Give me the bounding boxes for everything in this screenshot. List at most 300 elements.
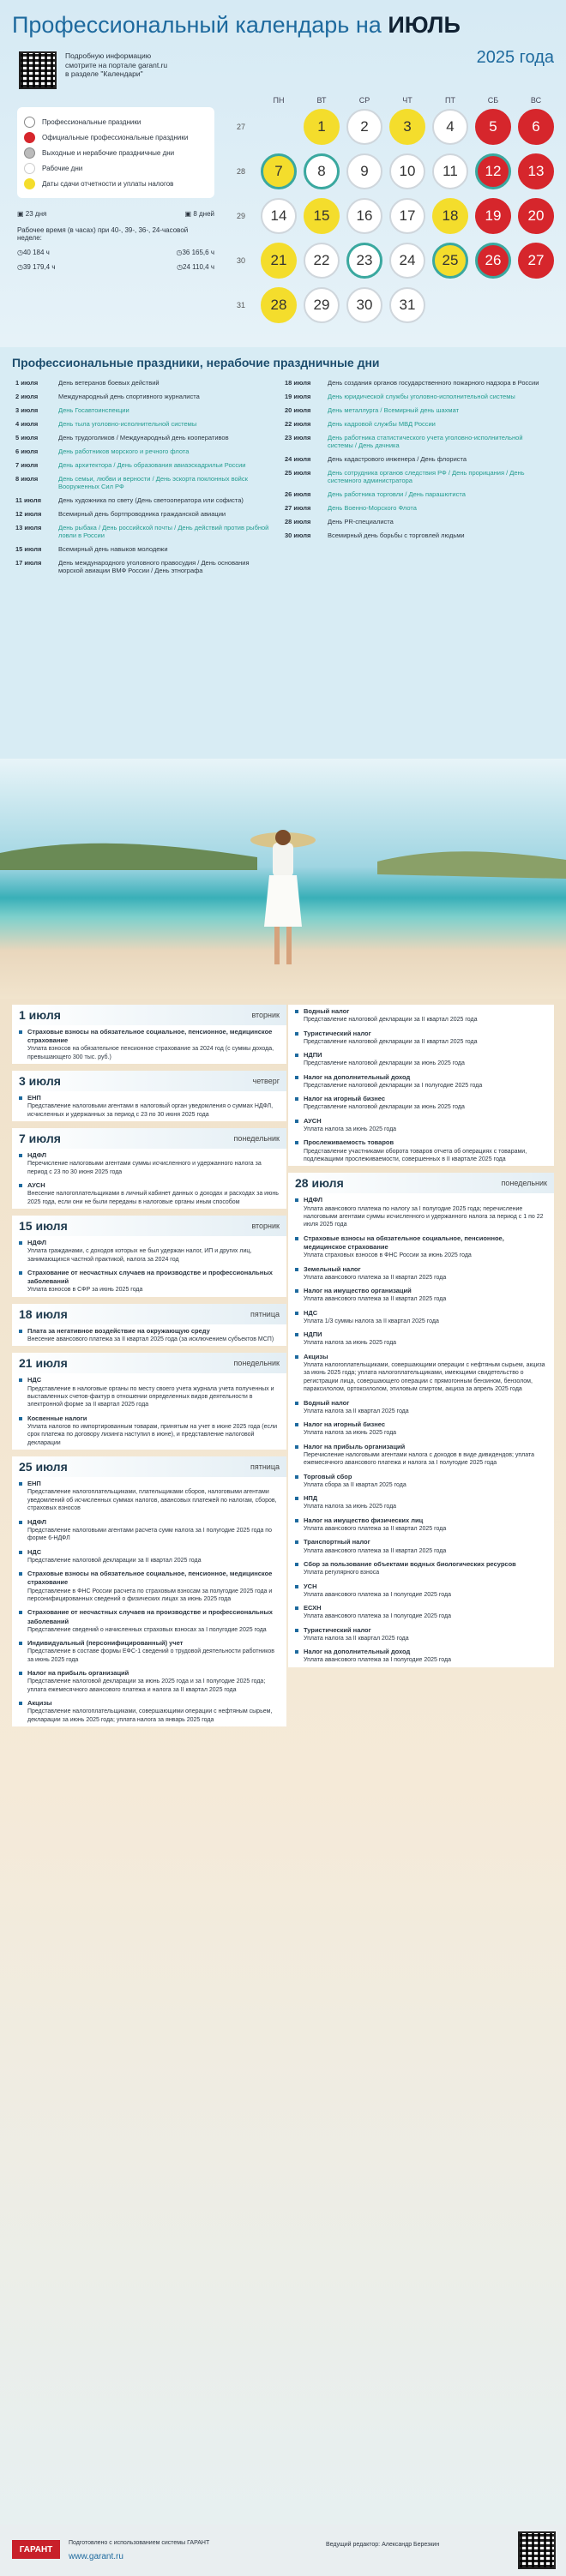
- qr-code-icon[interactable]: [19, 51, 57, 89]
- weekday-label: ЧТ: [402, 96, 412, 105]
- deadline-item: [12, 1236, 286, 1266]
- deadline-item-title: НПД: [304, 1494, 318, 1503]
- deadline-item-text: Уплата регулярного взноса: [304, 1570, 380, 1576]
- hours-39: ◷39 179,4 ч: [17, 263, 56, 271]
- deadline-item-title: Водный налог: [304, 1398, 350, 1407]
- calendar-day[interactable]: 13: [518, 153, 554, 189]
- calendar-empty-cell: [432, 287, 468, 323]
- deadline-date: 25 июля: [19, 1460, 68, 1474]
- calendar-day[interactable]: 30: [346, 287, 382, 323]
- deadline-item-title: ЕНП: [27, 1094, 41, 1102]
- deadline-item-title: Страховые взносы на обязательное социальное, пенсионное, медицинское страхование: [27, 1028, 273, 1045]
- deadline-item-title: Налог на имущество физических лиц: [304, 1516, 424, 1524]
- calendar-day[interactable]: 17: [389, 198, 425, 234]
- weekday-header: [257, 96, 561, 105]
- deadline-item-title: Сбор за пользование объектами водных биологических ресурсов: [304, 1560, 516, 1568]
- deadline-item: [288, 1514, 554, 1536]
- holiday-name: День металлурга / Всемирный день шахмат: [328, 406, 460, 414]
- deadline-item-title: Водный налог: [304, 1007, 350, 1015]
- calendar-day[interactable]: 12: [475, 153, 511, 189]
- calendar-day[interactable]: 28: [261, 287, 297, 323]
- deadline-item-title: Акцизы: [304, 1352, 328, 1360]
- deadline-item-text: Уплата авансового платежа по налогу за I полугодие 2025 года; перечисление налоговыми агентами суммы исчисленного и удержанного налога за период с 1 по 22 июля 2025 года: [304, 1205, 544, 1228]
- deadline-weekday: понедельник: [501, 1179, 547, 1188]
- deadline-item-title: Налог на имущество организаций: [304, 1287, 412, 1295]
- holiday-name: День работников морского и речного флота: [58, 447, 190, 455]
- calendar-day[interactable]: 10: [389, 153, 425, 189]
- deadline-item-title: НДС: [304, 1308, 318, 1317]
- holiday-name: День создания органов государственного пожарного надзора в России: [328, 379, 539, 387]
- deadline-item: [288, 1624, 554, 1646]
- deadline-item: [12, 1546, 286, 1568]
- deadline-item-text: Представление в ФНС России расчета по страховым взносам за полугодие 2025 года и персонифицированных сведений о физических лицах за июнь 2025 года: [27, 1588, 273, 1602]
- deadline-block: [12, 1304, 286, 1347]
- deadline-item-title: НДПИ: [304, 1051, 322, 1060]
- footer-text: Подготовлено с использованием системы ГАРАНТ: [69, 2540, 210, 2546]
- week-number: 29: [236, 212, 245, 220]
- holiday-name: День тыла уголовно-исполнительной системы: [58, 420, 197, 428]
- hours-title: Рабочее время (в часах) при 40-, 39-, 36-, 24-часовой неделе:: [17, 226, 189, 242]
- deadline-item-text: Уплата налогоплательщиками, совершающими операции с нефтяным сырьем, акциза за июнь 2025 года; уплата налогоплательщиками, имеющими свидетельство о регистрации лица, совершающего операции с прямогонным бензином, бензолом, параксилолом, ортоксилолом, этиловым спиртом, акциза за апрель 2025 года: [304, 1361, 545, 1393]
- legend-item: Официальные профессиональные праздники: [24, 129, 208, 145]
- deadlines-right-column: [288, 1005, 554, 1674]
- deadline-item-text: Уплата авансового платежа за I полугодие 2025 года: [304, 1591, 451, 1598]
- holiday-row: [285, 379, 542, 387]
- hours-36: ◷36 165,6 ч: [176, 249, 214, 256]
- holiday-date: 1 июля: [15, 379, 39, 387]
- deadline-item-title: Акцизы: [27, 1699, 52, 1708]
- deadline-item-text: Представление налоговыми агентами расчета сумм налога за I полугодие 2025 года по форме 6-НДФЛ: [27, 1527, 272, 1542]
- holiday-name: День кадровой службы МВД России: [328, 420, 436, 428]
- holiday-row: [15, 496, 273, 504]
- deadline-item: [288, 1136, 554, 1166]
- deadline-item-title: Налог на дополнительный доход: [304, 1072, 411, 1081]
- deadline-item: [288, 1328, 554, 1350]
- calendar-day[interactable]: 18: [432, 198, 468, 234]
- calendar-day[interactable]: 26: [475, 243, 511, 279]
- beach-illustration: [0, 759, 566, 999]
- holiday-row: [15, 475, 273, 490]
- legend-item: Рабочие дни: [24, 160, 208, 176]
- calendar-day[interactable]: 24: [389, 243, 425, 279]
- calendar-day[interactable]: 15: [304, 198, 340, 234]
- holiday-date: 3 июля: [15, 406, 39, 414]
- deadline-date-header: [12, 1216, 286, 1236]
- deadline-item: [288, 1440, 554, 1470]
- hours-40: ◷40 184 ч: [17, 249, 50, 256]
- holiday-name: День семьи, любви и верности / День эскорта поклонных войск Вооруженных Сил РФ: [58, 475, 248, 490]
- gray-circle-icon: [24, 147, 35, 159]
- deadline-block: [12, 1005, 286, 1064]
- holiday-name: День трудоголиков / Международный день кооперативов: [58, 434, 229, 441]
- deadline-item-text: Уплата налогов по импортированным товарам, принятым на учет в июне 2025 года (если срок платежа по договору лизинга наступил в июне), и представление налоговой декларации: [27, 1423, 277, 1446]
- deadline-item-text: Внесение налогоплательщиками в личный кабинет данных о доходах и расходах за июнь 2025 года, если они не были переданы в налоговые органы иным способом: [27, 1191, 279, 1205]
- deadline-weekday: вторник: [251, 1011, 280, 1019]
- deadline-item: [288, 1092, 554, 1114]
- holidays-right-list: [285, 379, 542, 545]
- calendar-day[interactable]: 5: [475, 109, 511, 145]
- holiday-name: День художника по свету (День светооператора или софиста): [58, 496, 244, 504]
- deadline-item-text: Уплата взносов в СФР за июнь 2025 года: [27, 1287, 143, 1294]
- holiday-date: 4 июля: [15, 420, 39, 428]
- deadline-item: [288, 1396, 554, 1419]
- deadline-item-title: НДФЛ: [27, 1239, 47, 1247]
- deadline-item-text: Представление налоговой декларации за II квартал 2025 года: [27, 1557, 202, 1564]
- deadline-item-title: Прослеживаемость товаров: [304, 1138, 394, 1147]
- deadline-item-title: Плата за негативное воздействие на окружающую среду: [27, 1326, 210, 1335]
- yellow-circle-icon: [24, 178, 35, 189]
- holiday-row: [15, 393, 273, 400]
- deadline-item-title: Страховые взносы на обязательное социальное, пенсионное, медицинское страхование: [27, 1570, 273, 1587]
- calendar-day[interactable]: 20: [518, 198, 554, 234]
- deadline-weekday: четверг: [252, 1077, 280, 1086]
- holiday-name: Международный день спортивного журналиста: [58, 393, 200, 400]
- deadline-item: [288, 1492, 554, 1514]
- calendar-day[interactable]: 8: [304, 153, 340, 189]
- holiday-date: 7 июля: [15, 461, 39, 469]
- holiday-date: 23 июля: [285, 434, 311, 441]
- weekday-label: ВТ: [316, 96, 327, 105]
- deadline-item: [288, 1645, 554, 1667]
- legend: [17, 107, 214, 198]
- calendar-day[interactable]: 14: [261, 198, 297, 234]
- holiday-date: 6 июля: [15, 447, 39, 455]
- holiday-row: [15, 524, 273, 539]
- deadline-item-title: Налог на дополнительный доход: [304, 1648, 411, 1656]
- deadline-date-header: [12, 1005, 286, 1025]
- deadline-weekday: вторник: [251, 1222, 280, 1231]
- holiday-date: 12 июля: [15, 510, 42, 518]
- calendar-day[interactable]: 6: [518, 109, 554, 145]
- calendar-day[interactable]: 7: [261, 153, 297, 189]
- deadline-item-text: Уплата авансового платежа за I полугодие 2025 года: [304, 1657, 451, 1664]
- deadline-item-text: Уплата взносов на обязательное пенсионное страхование за 2024 год (с суммы дохода, превышающего 300 тыс. руб.): [27, 1046, 274, 1060]
- holiday-row: [15, 545, 273, 553]
- deadline-item-text: Представление налоговой декларации за II квартал 2025 года: [304, 1038, 478, 1045]
- deadline-item: [288, 1580, 554, 1602]
- garant-logo[interactable]: ГАРАНТ: [12, 2540, 60, 2559]
- deadline-weekday: понедельник: [233, 1134, 280, 1144]
- holidays-title: Профессиональные праздники, нерабочие праздничные дни: [12, 356, 380, 369]
- deadline-item-title: Страховые взносы на обязательное социальное, пенсионное, медицинское страхование: [304, 1234, 504, 1251]
- deadline-item: [288, 1284, 554, 1306]
- deadline-item-text: Представление налоговой декларации за июнь 2025 года: [304, 1104, 465, 1111]
- deadline-item: [288, 1350, 554, 1396]
- holiday-date: 18 июля: [285, 379, 311, 387]
- calendar-week: [225, 149, 561, 194]
- holiday-row: [15, 510, 273, 518]
- holiday-name: День ветеранов боевых действий: [58, 379, 160, 387]
- deadline-item-title: Страхование от несчастных случаев на производстве и профессиональных заболеваний: [27, 1269, 273, 1286]
- deadline-date-header: [12, 1353, 286, 1373]
- holiday-date: 8 июля: [15, 475, 39, 483]
- off-days: ▣ 8 дней: [184, 210, 214, 218]
- holiday-date: 19 июля: [285, 393, 311, 400]
- calendar-day[interactable]: 21: [261, 243, 297, 279]
- deadline-item: [288, 1071, 554, 1093]
- outline-circle-icon: [24, 117, 35, 128]
- deadline-item-title: Торговый сбор: [304, 1472, 352, 1480]
- deadline-item-title: АУСН: [27, 1181, 45, 1190]
- weekday-label: СБ: [487, 96, 499, 105]
- beach-photo: [0, 759, 566, 999]
- deadline-block: [12, 1071, 286, 1121]
- holiday-date: 5 июля: [15, 434, 39, 441]
- holiday-date: 15 июля: [15, 545, 42, 553]
- holiday-name: Всемирный день навыков молодежи: [58, 545, 168, 553]
- holiday-date: 11 июля: [15, 496, 41, 504]
- deadline-item-title: НДФЛ: [27, 1517, 47, 1526]
- deadline-item: [12, 1516, 286, 1546]
- deadline-item-text: Уплата налога за II квартал 2025 года: [304, 1635, 409, 1642]
- holiday-name: День Госавтоинспекции: [58, 406, 129, 414]
- legend-item: Выходные и нерабочие праздничные дни: [24, 145, 208, 160]
- holiday-date: 2 июля: [15, 393, 39, 400]
- holiday-row: [285, 531, 542, 539]
- holiday-row: [285, 469, 542, 484]
- deadline-item-text: Уплата налога за июнь 2025 года: [304, 1430, 397, 1437]
- deadline-item: [288, 1535, 554, 1558]
- calendar-day[interactable]: 27: [518, 243, 554, 279]
- calendar-day[interactable]: 19: [475, 198, 511, 234]
- deadline-item: [288, 1418, 554, 1440]
- calendar-day[interactable]: 9: [346, 153, 382, 189]
- calendar-day[interactable]: 2: [346, 109, 382, 145]
- weekday-label: СР: [358, 96, 370, 105]
- editor-credit: Ведущий редактор: Александр Березкин: [326, 2542, 440, 2548]
- holiday-name: Всемирный день борьбы с торговлей людьми: [328, 531, 465, 539]
- deadline-item-text: Представление участниками оборота товаров отчета об операциях с товарами, подлежащими прослеживаемости, совершенных в II квартале 2025 года: [304, 1148, 527, 1162]
- deadline-item: [12, 1091, 286, 1121]
- deadline-item-title: Косвенные налоги: [27, 1414, 87, 1422]
- deadline-item-text: Уплата страховых взносов в ФНС России за июнь 2025 года: [304, 1252, 472, 1259]
- calendar-day[interactable]: 16: [346, 198, 382, 234]
- header-section: [0, 0, 566, 347]
- deadline-date-header: [12, 1304, 286, 1324]
- legend-item: Профессиональные праздники: [24, 114, 208, 129]
- deadline-item: [12, 1696, 286, 1726]
- calendar-day[interactable]: 23: [346, 243, 382, 279]
- calendar-empty-cell: [475, 287, 511, 323]
- deadline-item-text: Уплата налога за июнь 2025 года: [304, 1126, 397, 1132]
- deadline-item-title: ЕНП: [27, 1480, 41, 1488]
- calendar-day[interactable]: 22: [304, 243, 340, 279]
- week-number: 30: [236, 256, 245, 265]
- page-year: 2025 года: [476, 48, 554, 67]
- holiday-name: День архитектора / День образования авиаэскадрильи России: [58, 461, 246, 469]
- deadline-item: [12, 1666, 286, 1696]
- deadline-item-title: Земельный налог: [304, 1264, 361, 1273]
- deadline-item-text: Представление налоговой декларации за I полугодие 2025 года: [304, 1082, 483, 1089]
- calendar-empty-cell: [261, 109, 297, 145]
- deadline-item-text: Уплата авансового платежа за I полугодие 2025 года: [304, 1613, 451, 1620]
- deadline-date: 15 июля: [19, 1219, 68, 1234]
- deadline-item: [288, 1306, 554, 1329]
- calendar-day[interactable]: 25: [432, 243, 468, 279]
- deadline-item-text: Уплата налога за июнь 2025 года: [304, 1340, 397, 1347]
- deadline-item-text: Уплата авансового платежа за II квартал 2025 года: [304, 1526, 447, 1532]
- deadline-item-text: Представление налогоплательщиками, совершающими операции с нефтяным сырьем, декларации за июнь 2025 года; уплата налога за январь 2025 года: [27, 1708, 273, 1723]
- deadline-item-text: Уплата авансового платежа за II квартал 2025 года: [304, 1296, 447, 1303]
- deadline-item-text: Уплата сбора за II квартал 2025 года: [304, 1481, 406, 1488]
- calendar-day[interactable]: 4: [432, 109, 468, 145]
- holiday-date: 20 июля: [285, 406, 311, 414]
- deadline-date: 1 июля: [19, 1008, 61, 1022]
- weekday-label: ВС: [530, 96, 542, 105]
- holiday-date: 27 июля: [285, 504, 311, 512]
- deadline-item-text: Внесение авансового платежа за II квартал 2025 года (за исключением субъектов МСП): [27, 1336, 274, 1342]
- deadline-item-text: Представление налогоплательщиками, плательщиками сборов, налоговыми агентами уведомлений об исчисленных суммах налогов, авансовых платежей по налогам, сборов, страховых взносов: [27, 1489, 277, 1512]
- deadline-weekday: пятница: [250, 1462, 280, 1472]
- deadline-date-header: [288, 1173, 554, 1193]
- calendar-day[interactable]: 1: [304, 109, 340, 145]
- work-stats: [17, 210, 214, 271]
- week-number: 31: [236, 301, 245, 309]
- deadline-item: [288, 1470, 554, 1492]
- deadline-item-text: Представление в составе формы ЕФС-1 сведений о трудовой деятельности работников за июнь 2025 года: [27, 1648, 274, 1663]
- deadline-item-title: Налог на игорный бизнес: [304, 1095, 385, 1103]
- month-calendar: [225, 96, 561, 327]
- deadline-date: 21 июля: [19, 1356, 68, 1371]
- deadline-item: [288, 1048, 554, 1071]
- deadline-item-title: НДФЛ: [304, 1196, 323, 1204]
- calendar-week: [225, 238, 561, 283]
- deadline-item-title: Транспортный налог: [304, 1538, 370, 1546]
- work-days: ▣ 23 дня: [17, 210, 47, 218]
- deadline-item: [288, 1193, 554, 1231]
- deadline-item-text: Представление сведений о начисленных страховых взносах за I полугодие 2025 года: [27, 1626, 267, 1633]
- calendar-week: [225, 194, 561, 238]
- deadline-item-title: АУСН: [304, 1116, 322, 1125]
- holiday-name: День сотрудника органов следствия РФ / День прорицания / День системного администратора: [328, 469, 525, 484]
- calendar-day[interactable]: 11: [432, 153, 468, 189]
- deadline-date-header: [12, 1456, 286, 1477]
- deadline-item-text: Представление налоговой декларации за июнь 2025 года и за I полугодие 2025 года; уплата ежемесячного авансового платежа и налога за II квартал 2025 года: [27, 1678, 266, 1693]
- holiday-name: День PR-специалиста: [328, 518, 394, 525]
- page-title: Профессиональный календарь на ИЮЛЬ: [12, 12, 461, 38]
- deadline-item-text: Уплата авансового платежа за II квартал 2025 года: [304, 1274, 447, 1281]
- holiday-row: [285, 490, 542, 498]
- calendar-empty-cell: [518, 287, 554, 323]
- weekday-label: ПТ: [445, 96, 455, 105]
- holiday-row: [285, 504, 542, 512]
- deadline-item: [12, 1636, 286, 1666]
- deadline-item: [288, 1601, 554, 1624]
- deadline-item-text: Уплата гражданами, с доходов которых не был удержан налог, ИП и других лиц, занимающихся частной практикой, налога за 2024 год: [27, 1248, 252, 1263]
- holiday-row: [15, 447, 273, 455]
- deadline-item: [12, 1477, 286, 1515]
- holiday-row: [285, 518, 542, 525]
- deadline-item-title: НДПИ: [304, 1330, 322, 1339]
- deadline-block: [12, 1216, 286, 1297]
- weekday-label: ПН: [273, 96, 285, 105]
- deadline-item: [288, 1263, 554, 1285]
- deadline-date: 18 июля: [19, 1306, 68, 1321]
- holiday-name: День кадастрового инженера / День флориста: [328, 455, 467, 463]
- deadline-item: [12, 1606, 286, 1636]
- deadline-block: [12, 1456, 286, 1726]
- deadline-item-title: Туристический налог: [304, 1029, 371, 1037]
- week-number: 27: [236, 123, 245, 131]
- deadline-item-title: НДС: [27, 1547, 42, 1556]
- holiday-row: [15, 461, 273, 469]
- holiday-date: 30 июля: [285, 531, 311, 539]
- holiday-row: [285, 420, 542, 428]
- hours-24: ◷24 110,4 ч: [177, 263, 214, 271]
- holiday-date: 13 июля: [15, 524, 42, 531]
- calendar-week: [225, 105, 561, 149]
- deadline-weekday: понедельник: [233, 1359, 280, 1368]
- deadline-item-title: Индивидуальный (персонифицированный) учет: [27, 1639, 184, 1648]
- footer-url[interactable]: www.garant.ru: [69, 2552, 123, 2561]
- holiday-name: День рыбака / День российской почты / День действий против рыбной ловли в России: [58, 524, 269, 539]
- deadline-item: [12, 1025, 286, 1064]
- holiday-row: [15, 434, 273, 441]
- deadline-block: [288, 1005, 554, 1166]
- deadline-item: [288, 1005, 554, 1027]
- deadline-item-title: Страхование от несчастных случаев на производстве и профессиональных заболеваний: [27, 1608, 273, 1625]
- holiday-name: День юридической службы уголовно-исполнительной системы: [328, 393, 515, 400]
- red-circle-icon: [24, 132, 35, 143]
- qr-code-icon[interactable]: [518, 2531, 556, 2569]
- deadline-item-title: Туристический налог: [304, 1625, 371, 1634]
- holiday-row: [15, 559, 273, 574]
- deadline-item-text: Уплата налога за II квартал 2025 года: [304, 1408, 409, 1414]
- deadline-date: 28 июля: [295, 1176, 344, 1191]
- deadline-item-text: Уплата авансового платежа за II квартал 2025 года: [304, 1547, 447, 1554]
- deadline-item-text: Представление в налоговые органы по месту своего учета журнала учета полученных и выставленных счетов-фактур в отношении определенных видов деятельности в электронной форме за II квартал 2025 года: [27, 1385, 274, 1408]
- qr-description: Подробную информацию смотрите на портале garant.ru в разделе "Календари": [65, 51, 168, 79]
- deadline-date-header: [12, 1128, 286, 1149]
- holiday-date: 26 июля: [285, 490, 311, 498]
- deadline-item-text: Представление налоговой декларации за II квартал 2025 года: [304, 1017, 478, 1024]
- calendar-day[interactable]: 31: [389, 287, 425, 323]
- deadline-item-text: Перечисление налоговыми агентами суммы исчисленного и удержанного налога за период с 23 по 30 июня 2025 года: [27, 1161, 262, 1175]
- holiday-row: [285, 406, 542, 414]
- holidays-left-list: [15, 379, 273, 580]
- holiday-name: День международного уголовного правосудия / День основания морской авиации ВМФ России / День этнографа: [58, 559, 250, 574]
- white-circle-icon: [24, 163, 35, 174]
- holiday-date: 28 июля: [285, 518, 311, 525]
- holiday-name: День работника статистического учета уголовно-исполнительной системы / День дачника: [328, 434, 523, 449]
- deadline-item-text: Перечисление налоговыми агентами налога с доходов в виде дивидендов; уплата ежемесячного авансового платежа и налога за I полугодие 2025 года: [304, 1451, 534, 1467]
- deadline-item-text: Уплата 1/3 суммы налога за II квартал 2025 года: [304, 1318, 439, 1324]
- holiday-row: [15, 379, 273, 387]
- deadline-item: [12, 1149, 286, 1179]
- deadline-block: [12, 1353, 286, 1450]
- deadline-item-text: Представление налоговой декларации за июнь 2025 года: [304, 1060, 465, 1067]
- footer: [0, 2525, 566, 2576]
- deadline-date: 3 июля: [19, 1074, 61, 1089]
- deadline-item: [12, 1324, 286, 1347]
- deadline-item-title: НДС: [27, 1376, 42, 1384]
- deadline-item: [288, 1114, 554, 1137]
- deadline-item: [12, 1266, 286, 1297]
- deadline-item: [12, 1179, 286, 1209]
- deadline-item: [288, 1232, 554, 1263]
- calendar-day[interactable]: 29: [304, 287, 340, 323]
- holiday-date: 17 июля: [15, 559, 42, 567]
- deadlines-left-column: [12, 1005, 286, 1733]
- deadline-item-text: Представление налоговыми агентами в налоговый орган уведомления о суммах НДФЛ, исчисленных и удержанных за период с 23 по 30 июня 2025 года: [27, 1103, 274, 1118]
- holiday-name: День Военно-Морского Флота: [328, 504, 417, 512]
- holiday-name: День работника торговли / День парашютиста: [328, 490, 466, 498]
- calendar-day[interactable]: 3: [389, 109, 425, 145]
- holiday-date: 24 июля: [285, 455, 311, 463]
- deadline-item-text: Уплата налога за июнь 2025 года: [304, 1504, 397, 1510]
- deadline-item: [288, 1027, 554, 1049]
- deadline-item: [12, 1373, 286, 1411]
